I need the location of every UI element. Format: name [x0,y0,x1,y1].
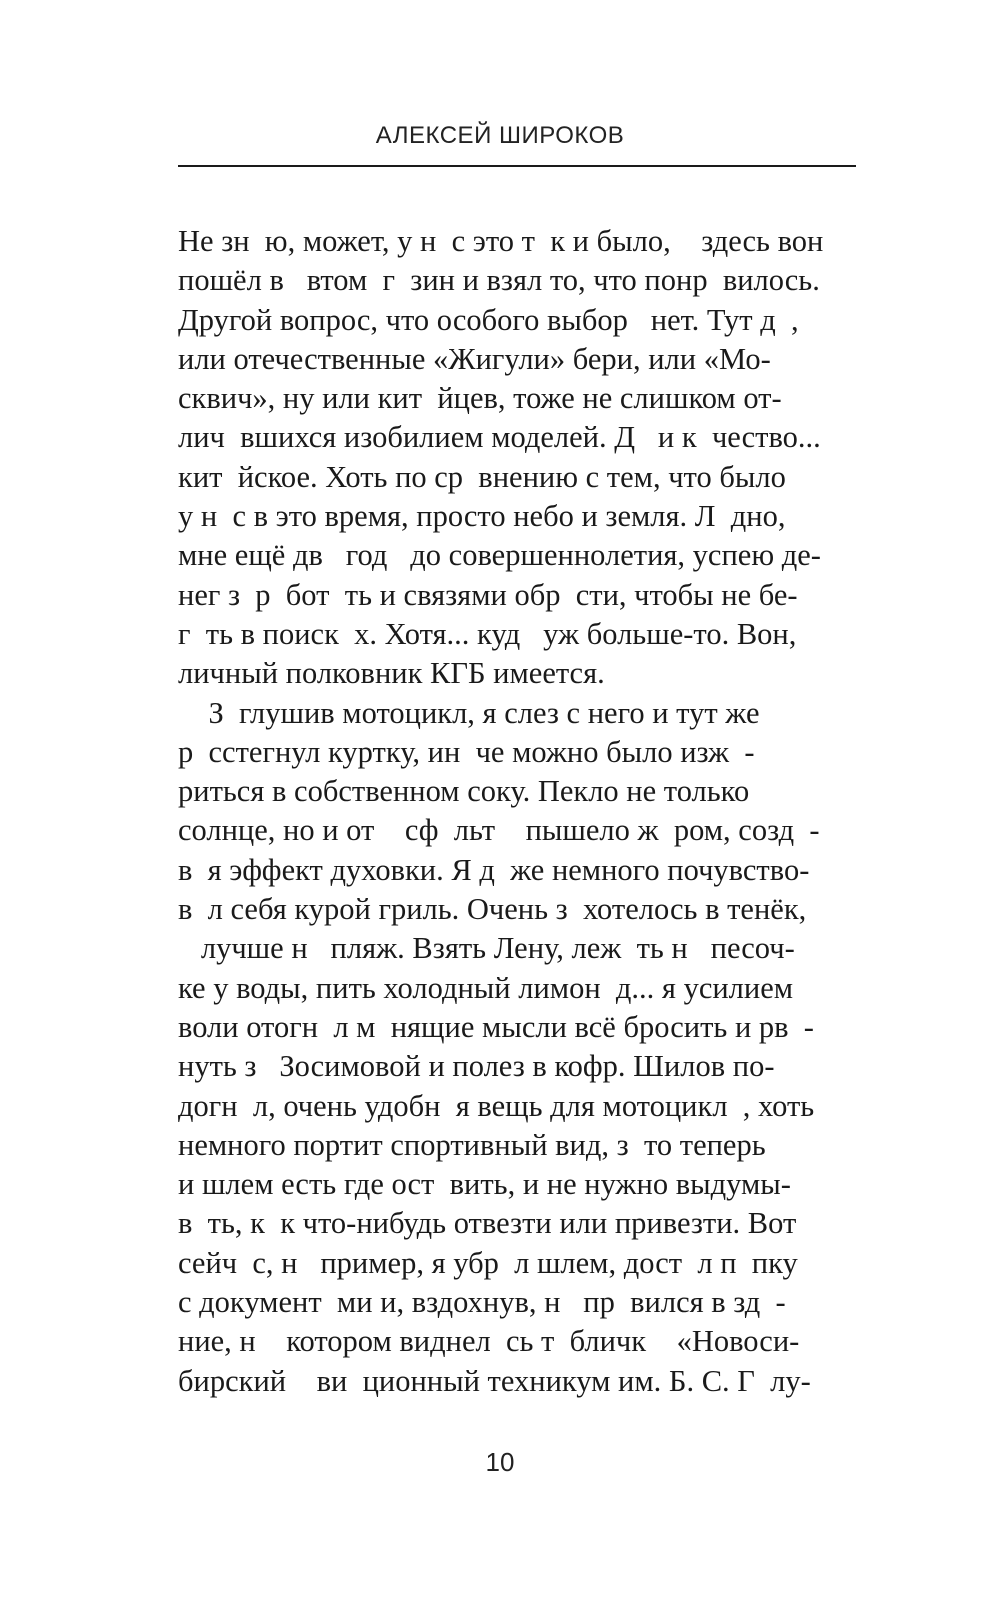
text-line: воли отогн л м нящие мысли всё бросить и рв - [178,1009,814,1044]
text-line: сейч с, н пример, я убр л шлем, дост л п пку [178,1245,798,1280]
header-rule [178,165,856,167]
text-line: личный полковник КГБ имеется. [178,656,605,691]
text-line: в л себя курой гриль. Очень з хотелось в тенёк, [178,892,807,927]
text-line: лучше н пляж. Взять Лену, леж ть н песоч- [178,931,795,966]
running-head-author: АЛЕКСЕЙ ШИРОКОВ [375,122,625,149]
text-line: пошёл в втом г зин и взял то, что понр вилось. [178,263,820,298]
text-line: в ть, к к что-нибудь отвезти или привезти. Вот [178,1206,797,1241]
body-text [178,222,856,1401]
text-line: и шлем есть где ост вить, и не нужно выдумы- [178,1167,791,1202]
text-line: у н с в это время, просто небо и земля. Л дно, [178,499,786,534]
text-line: в я эффект духовки. Я д же немного почувство- [178,852,810,887]
text-line: немного портит спортивный вид, з то теперь [178,1127,766,1162]
text-line: лич вшихся изобилием моделей. Д и к чество... [178,420,821,455]
text-line: З глушив мотоцикл, я слез с него и тут же [178,695,760,730]
text-line: г ть в поиск х. Хотя... куд уж больше-то. Вон, [178,616,797,651]
text-line: с документ ми и, вздохнув, н пр вился в зд - [178,1285,786,1320]
text-line: Другой вопрос, что особого выбор нет. Тут д , [178,302,799,337]
text-line: мне ещё дв год до совершеннолетия, успею де- [178,538,821,573]
text-line: Не зн ю, может, у н с это т к и было, здесь вон [178,224,824,258]
text-line: ние, н котором виднел сь т бличк «Новоси- [178,1324,800,1359]
text-line: солнце, но и от сф льт пышело ж ром, созд - [178,813,820,848]
page-number: 10 [485,1447,515,1477]
text-line: нег з р бот ть и связями обр сти, чтобы не бе- [178,577,798,612]
text-line: или отечественные «Жигули» бери, или «Мо- [178,341,771,376]
text-line: р сстегнул куртку, ин че можно было изж - [178,734,755,769]
text-line: нуть з Зосимовой и полез в кофр. Шилов по- [178,1049,775,1084]
text-line: бирский ви ционный техникум им. Б. С. Г лу- [178,1363,811,1398]
text-line: ке у воды, пить холодный лимон д... я усилием [178,970,794,1005]
text-line: догн л, очень удобн я вещь для мотоцикл , хоть [178,1088,815,1123]
text-line: сквич», ну или кит йцев, тоже не слишком от- [178,381,782,416]
text-line: кит йское. Хоть по ср внению с тем, что было [178,459,786,494]
text-line: риться в собственном соку. Пекло не только [178,774,750,809]
